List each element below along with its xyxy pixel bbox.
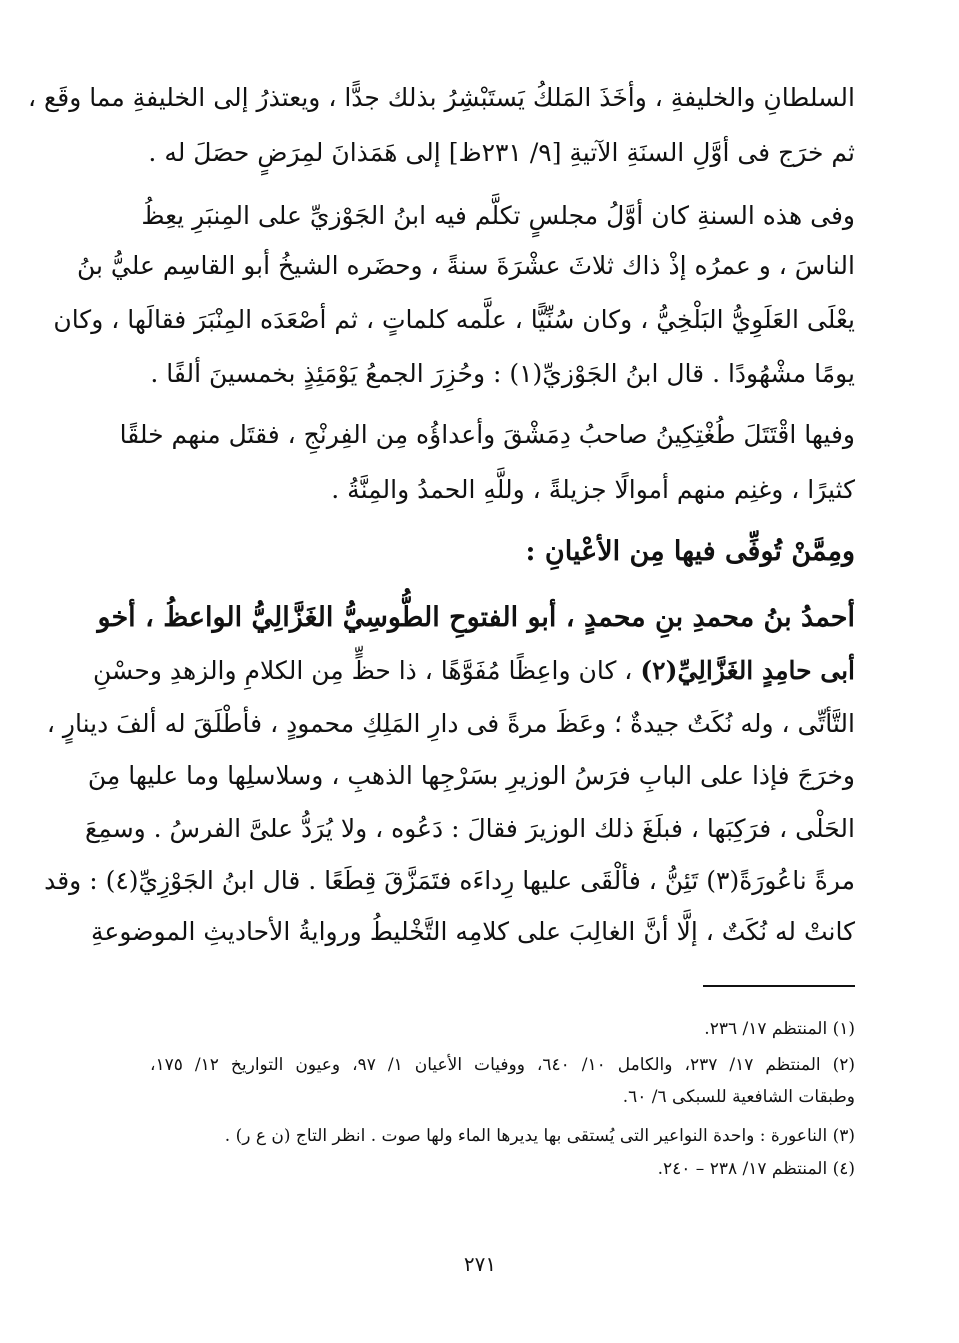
page-number: ٢٧١ <box>463 1252 497 1276</box>
footnote-divider <box>703 985 855 987</box>
text-line: التَّأتِّى ، وله نُكَتٌ جيدةٌ ؛ وعَظَ مرةً فى دارِ المَلِكِ محمودٍ ، فأطْلَقَ له ألفَ دينارٍ ، <box>46 709 855 738</box>
footnote: وطبقات الشافعية للسبكى ٦/ ٦٠. <box>622 1087 855 1107</box>
text-line: كانتْ له نُكَتٌ ، إلَّا أنَّ الغالِبَ على كلامِه التَّخْليطُ وروايةُ الأحاديثِ الموضوعةِ <box>91 917 855 946</box>
text-line: الناسَ ، و عمرُه إذْ ذاك ثلاثَ عشْرَةَ سنةً ، وحضَره الشيخُ أبو القاسِم عليُّ بنُ <box>77 251 855 280</box>
text-line: يعْلَى العَلَوِيُّ البَلْخِيُّ ، وكان سُنِّيًّا ، علَّمه كلماتٍ ، ثم أصْعَدَه المِنْبَرَ فقالَها ، وكان <box>53 305 855 334</box>
text-line: مرةً ناعُورَةً(٣) تَئِنُّ ، فألْقَى عليها رِداءَه فتَمَزَّقَ قِطَعًا . قال ابنُ الجَوْزِيِّ(٤) : وقد <box>44 866 855 895</box>
bio-title-line: أحمدُ بنُ محمدِ بنِ محمدٍ ، أبو الفتوحِ الطُّوسِيُّ الغَزَّالِيُّ الواعظُ ، أخو <box>97 602 855 633</box>
footnote: (٣) الناعورة : واحدة النواعير التى يُستقى بها يديرها الماء ولها صوت . انظر التاج (ن ع ر) . <box>224 1126 855 1146</box>
footnote: (٤) المنتظم ١٧/ ٢٣٨ – ٢٤٠. <box>657 1159 855 1179</box>
text-line: يومًا مشْهُودًا . قال ابنُ الجَوْزيِّ(١) : وحُزِرَ الجمعُ يَوْمَئِذٍ بخمسينَ ألفًا . <box>150 359 855 388</box>
text-line: ثم خرَج فى أوَّلِ السنَةِ الآتيةِ [٩/ ٢٣١ظ] إلى هَمَذانَ لمِرَضٍ حصَلَ له . <box>148 138 855 167</box>
text-line: وفى هذه السنةِ كان أوَّلُ مجلسٍ تكلَّم فيه ابنُ الجَوْزيِّ على المِنبَرِ يعِظُ <box>141 201 855 230</box>
footnote: (١) المنتظم ١٧/ ٢٣٦. <box>704 1019 855 1039</box>
text-line: الحَلْى ، فرَكِبَها ، فبلَغَ ذلك الوزيرَ فقالَ : دَعُوه ، ولا يُرَدُّ علىَّ الفرسُ . وسمِعَ <box>84 814 855 843</box>
text-line <box>93 651 855 695</box>
bio-text: ، كان واعِظًا مُفَوَّهًا ، ذا حظٍّ مِن الكلامِ والزهدِ وحسْنِ <box>93 656 641 685</box>
footnote: (٢) المنتظم ١٧/ ٢٣٧، والكامل ١٠/ ٦٤٠، ووفيات الأعيان ١/ ٩٧، وعيون التواريخ ١٢/ ١٧٥، <box>150 1055 856 1075</box>
bio-name: أبى حامِدٍ الغَزَّالِيِّ(٢) <box>640 656 855 685</box>
text-line: كثيرًا ، وغنِم منهم أموالًا جزيلةً ، وللَّهِ الحمدُ والمِنَّةُ . <box>331 475 855 504</box>
section-heading: ومِمَّنْ تُوفِّى فيها مِن الأعْيانِ : <box>525 536 855 567</box>
text-line: وخرَجَ فإذا على البابِ فرَسُ الوزيرِ بسَرْجِها الذهبِ ، وسلاسلِها وما عليها مِنَ <box>87 761 855 790</box>
text-line: وفيها اقْتَتَلَ طُغْتِكِينُ صاحبُ دِمَشْقَ وأعداؤُه مِن الفِرنْجِ ، فقتَل منهم خلقًا <box>119 420 855 449</box>
text-line: السلطانِ والخليفةِ ، وأخَذَ المَلكُ يَستَبْشِرُ بذلك جدًّا ، ويعتذرُ إلى الخليفةِ مما وقَع ، <box>27 83 855 112</box>
